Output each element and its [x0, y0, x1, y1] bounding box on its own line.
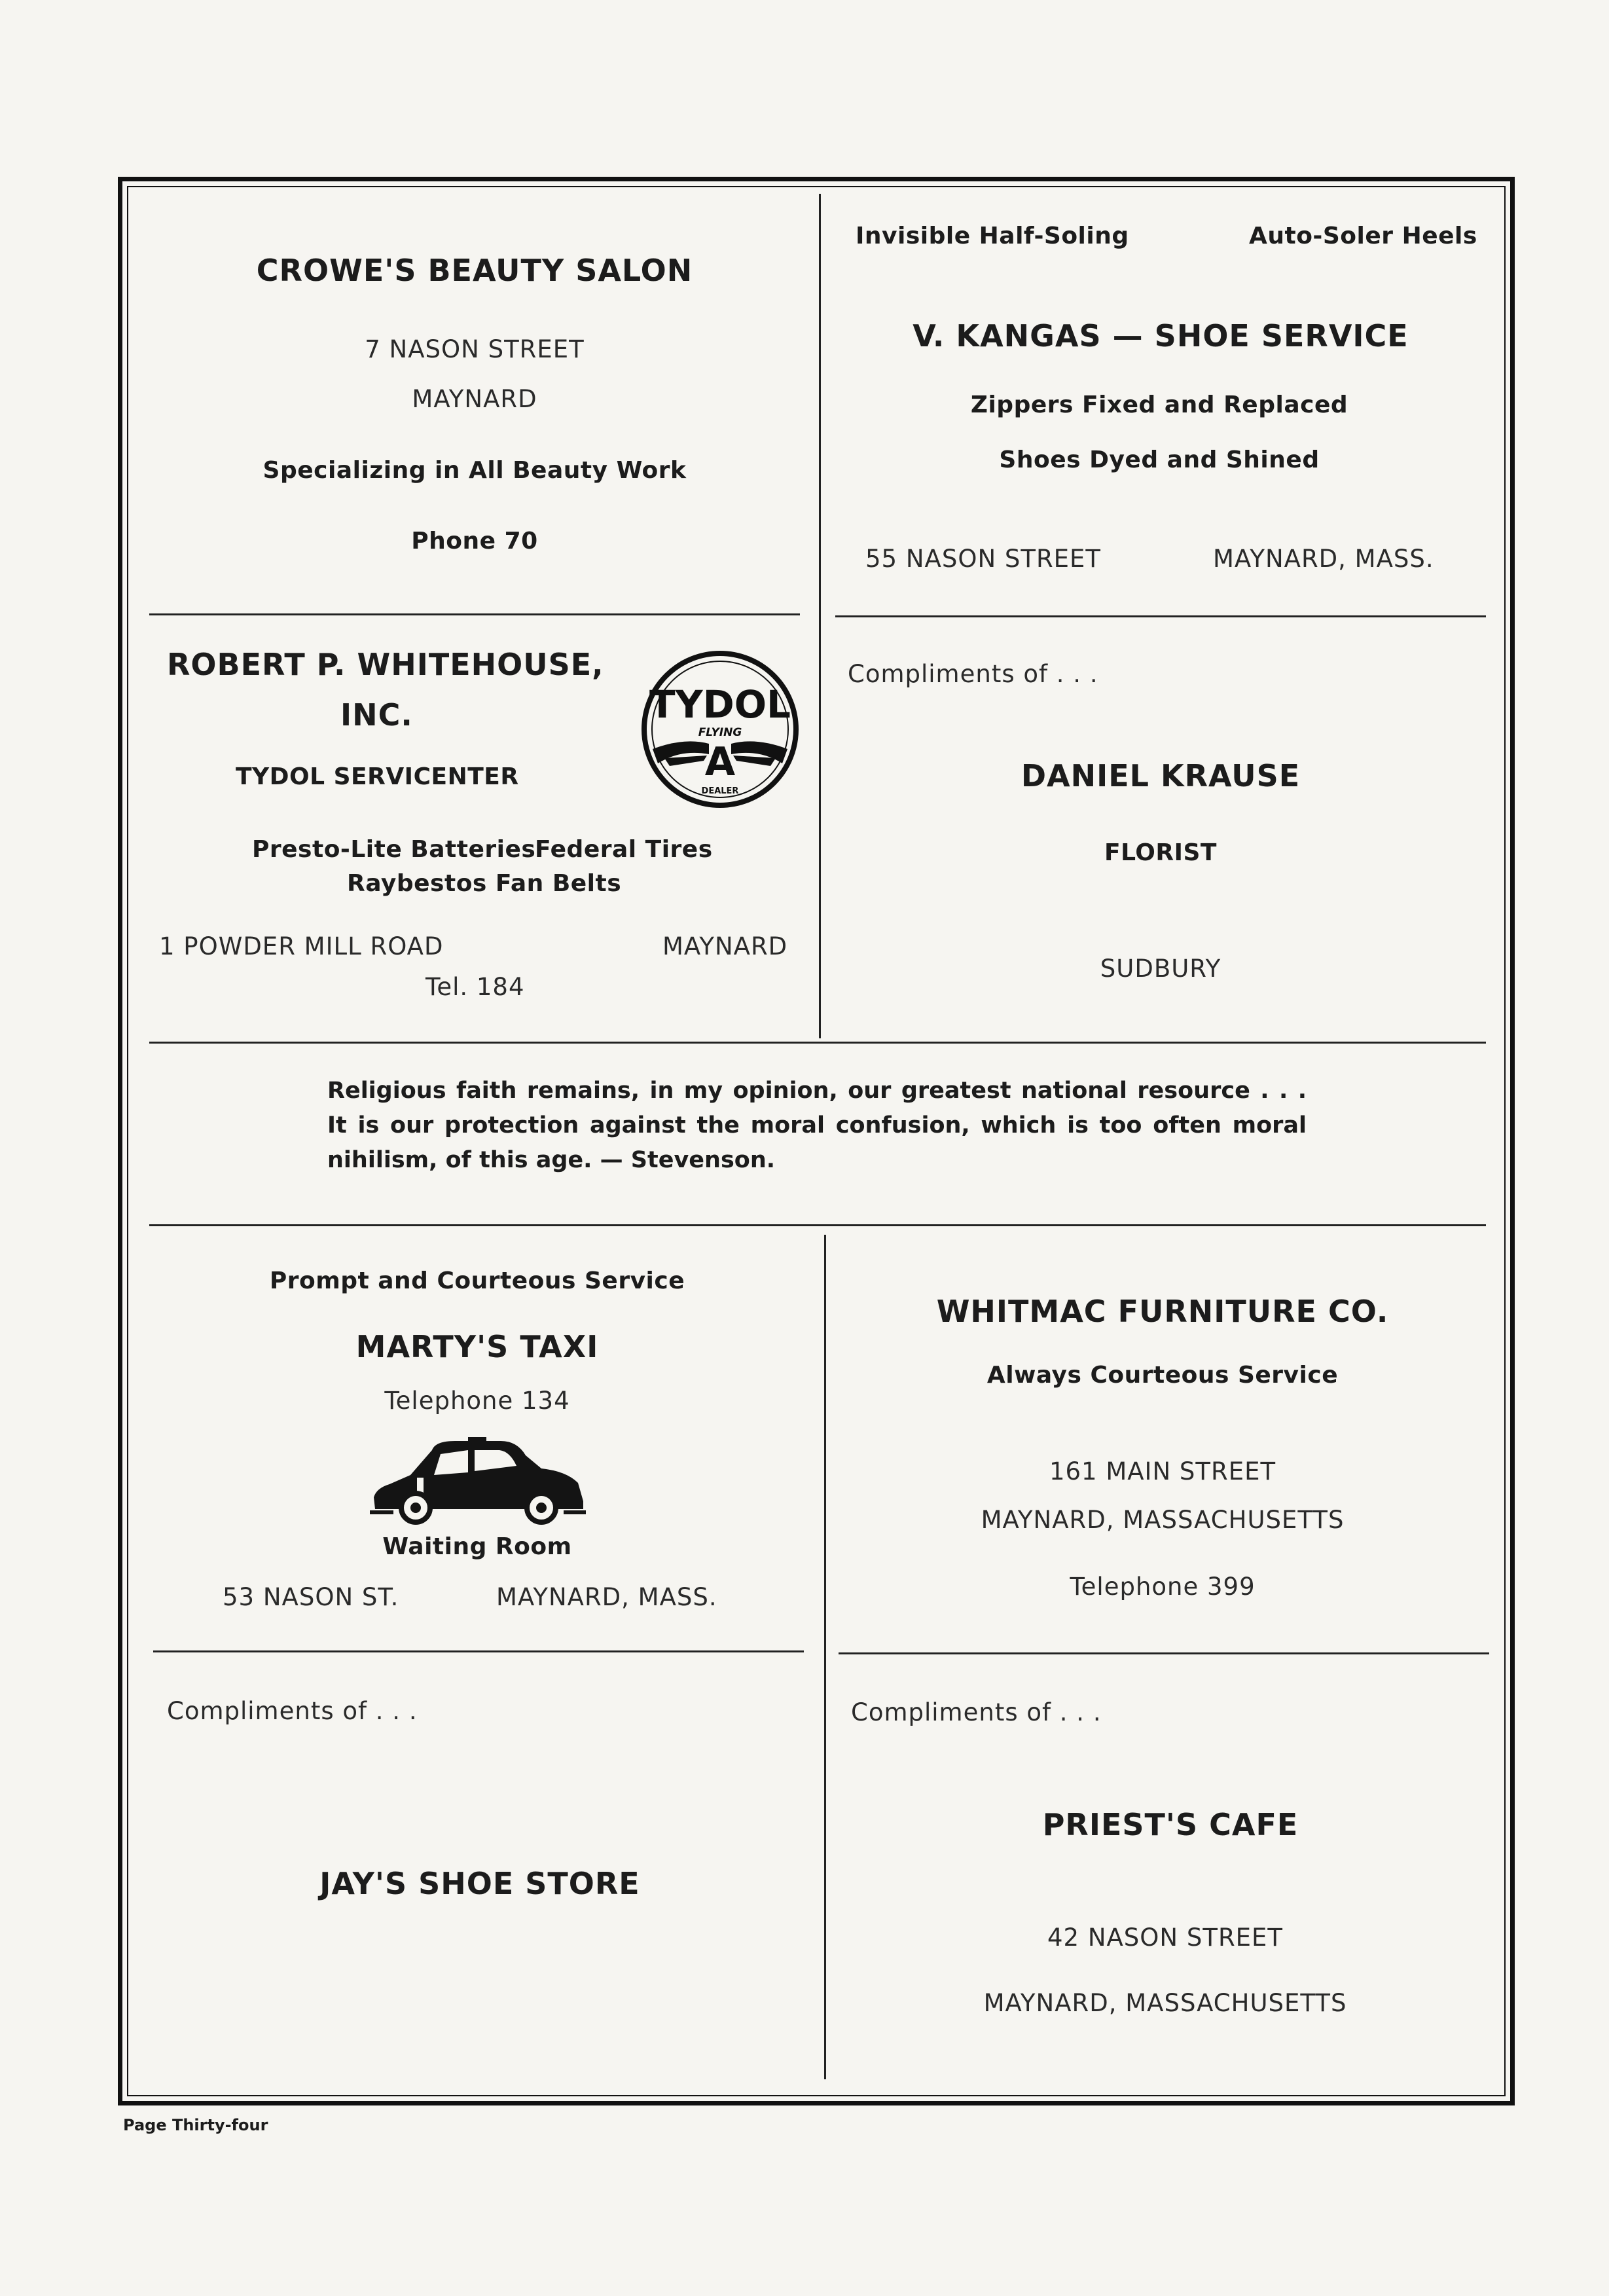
divider-row4-right [839, 1652, 1489, 1654]
business-name: CROWE'S BEAUTY SALON [256, 253, 693, 288]
column-divider-bottom [824, 1235, 826, 2079]
tydol-logo-letter: A [704, 739, 736, 785]
town: MAYNARD [412, 385, 537, 413]
compliments-line: Compliments of . . . [848, 660, 1098, 688]
service-tag-right: Auto-Soler Heels [1249, 223, 1477, 249]
street-address: 7 NASON STREET [365, 335, 585, 363]
tagline: Prompt and Courteous Service [269, 1267, 685, 1294]
tagline: Always Courteous Service [986, 1362, 1339, 1389]
trade: FLORIST [1104, 839, 1217, 866]
product-batteries: Presto-Lite Batteries [252, 836, 536, 863]
stevenson-quote: Religious faith remains, in my opinion, our greatest national resource . . . It is our protection against the moral confusion, which is too often moral nihilism, of this age. — Stevenson. [327, 1078, 1307, 1173]
telephone: Telephone 134 [384, 1387, 570, 1415]
tydol-flying-a-dealer-logo-icon [638, 651, 802, 808]
town: SUDBURY [1100, 955, 1221, 983]
taxi-cab-icon [370, 1437, 586, 1525]
street-address: 161 MAIN STREET [1049, 1457, 1276, 1485]
business-name: PRIEST'S CAFE [1042, 1807, 1299, 1842]
divider-row4-left [153, 1650, 804, 1652]
divider-row1-right [835, 615, 1486, 617]
business-name: JAY'S SHOE STORE [319, 1866, 640, 1901]
business-name-line1: ROBERT P. WHITEHOUSE, [167, 647, 604, 682]
page-number: Page Thirty-four [123, 2116, 268, 2134]
divider-row1-left [149, 613, 800, 615]
tydol-logo-small: FLYING [698, 726, 742, 739]
product-tires: Federal Tires [535, 836, 713, 863]
business-name: WHITMAC FURNITURE CO. [936, 1294, 1389, 1329]
telephone: Tel. 184 [425, 973, 525, 1001]
compliments-line: Compliments of . . . [167, 1697, 418, 1725]
compliments-line: Compliments of . . . [851, 1698, 1102, 1726]
subtitle: TYDOL SERVICENTER [236, 763, 519, 790]
tydol-logo-brand: TYDOL [649, 682, 791, 727]
column-divider-top [819, 194, 821, 1038]
town: MAYNARD, MASSACHUSETTS [983, 1989, 1347, 2017]
product-belts: Raybestos Fan Belts [347, 870, 622, 897]
divider-above-quote [149, 1042, 1486, 1044]
business-name: DANIEL KRAUSE [1021, 758, 1301, 793]
street-address: 42 NASON STREET [1047, 1923, 1284, 1952]
town: MAYNARD, MASS. [496, 1583, 717, 1611]
business-name-line2: INC. [340, 697, 413, 733]
street-address: 53 NASON ST. [223, 1583, 399, 1611]
service-line: Zippers Fixed and Replaced [970, 392, 1348, 418]
service-tag-left: Invisible Half-Soling [856, 223, 1129, 249]
town: MAYNARD [662, 932, 788, 960]
divider-below-quote [149, 1224, 1486, 1226]
town: MAYNARD, MASS. [1213, 545, 1434, 573]
tydol-logo-dealer: DEALER [701, 786, 739, 796]
service-line: Shoes Dyed and Shined [999, 446, 1320, 473]
waiting-room: Waiting Room [382, 1533, 572, 1560]
business-name: V. KANGAS — SHOE SERVICE [913, 318, 1409, 354]
specialty: Specializing in All Beauty Work [262, 457, 687, 484]
phone: Phone 70 [411, 528, 538, 555]
street-address: 1 POWDER MILL ROAD [159, 932, 444, 960]
telephone: Telephone 399 [1070, 1573, 1256, 1601]
town: MAYNARD, MASSACHUSETTS [981, 1506, 1345, 1534]
business-name: MARTY'S TAXI [355, 1329, 599, 1364]
street-address: 55 NASON STREET [865, 545, 1102, 573]
